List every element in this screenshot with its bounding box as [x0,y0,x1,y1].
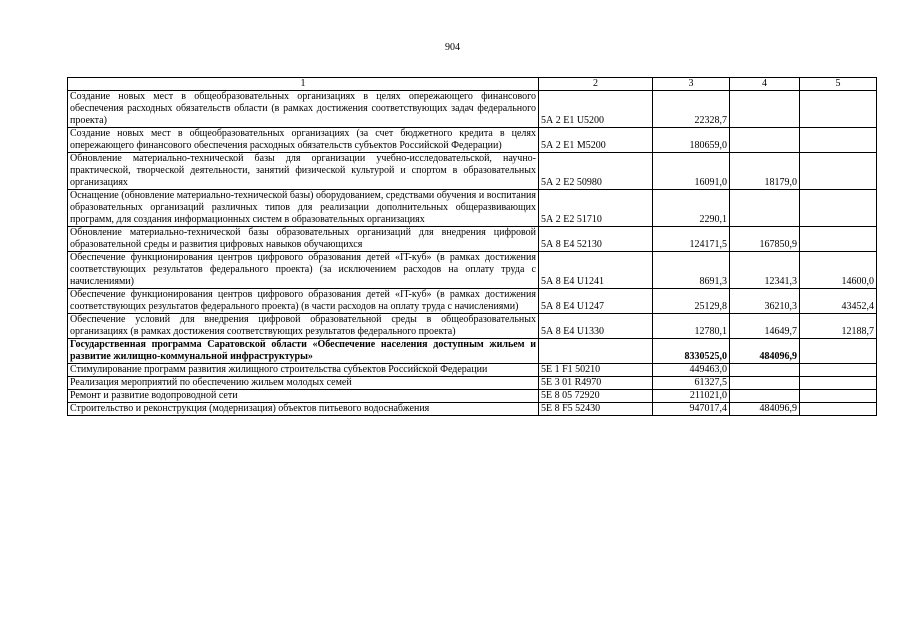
header-row [68,78,877,91]
row-code: 5А 2 Е2 51710 [539,190,653,227]
header-col-2: 2 [539,78,653,91]
row-value-5 [800,377,877,390]
row-value-3: 211021,0 [653,390,730,403]
header-col-5: 5 [800,78,877,91]
row-name: Стимулирование программ развития жилищного строительства субъектов Российской Федерации [68,364,539,377]
row-value-5: 43452,4 [800,289,877,314]
row-value-5: 14600,0 [800,252,877,289]
row-value-3: 180659,0 [653,128,730,153]
row-value-3: 449463,0 [653,364,730,377]
row-code [539,339,653,364]
row-value-4: 14649,7 [730,314,800,339]
row-value-4 [730,364,800,377]
row-value-4 [730,128,800,153]
row-value-5 [800,190,877,227]
row-value-3: 8691,3 [653,252,730,289]
table-row [68,128,877,153]
row-value-4 [730,91,800,128]
row-code: 5А 8 Е4 U1247 [539,289,653,314]
row-code: 5А 2 Е2 50980 [539,153,653,190]
row-value-4 [730,390,800,403]
row-value-5 [800,91,877,128]
row-value-4 [730,190,800,227]
row-value-4: 484096,9 [730,403,800,416]
row-name: Обновление материально-технической базы для организации учебно-исследовательской, научно-практической, творческой деятельности, занятий физической культурой и спортом в образовательных организациях [68,153,539,190]
row-name: Создание новых мест в общеобразовательных организациях (за счет бюджетного кредита в целях опережающего финансового обеспечения расходных обязательств субъектов Российской Федерации) [68,128,539,153]
header-col-3: 3 [653,78,730,91]
header-col-1: 1 [68,78,539,91]
program-total-row [68,339,877,364]
program-total-value-5 [800,339,877,364]
table-row [68,390,877,403]
table-row [68,190,877,227]
row-code: 5А 2 Е1 U5200 [539,91,653,128]
row-name: Ремонт и развитие водопроводной сети [68,390,539,403]
row-name: Обеспечение функционирования центров цифрового образования детей «IT-куб» (в рамках достижения соответствующих результатов федерального проекта) (за исключением расходов на оплату труда с начислениями) [68,252,539,289]
row-value-4: 36210,3 [730,289,800,314]
row-value-5: 12188,7 [800,314,877,339]
table-row [68,289,877,314]
row-name: Создание новых мест в общеобразовательных организациях в целях опережающего финансового обеспечения расходных обязательств области (в рамках достижения соответствующих задач федерального проекта) [68,91,539,128]
row-value-3: 2290,1 [653,190,730,227]
row-value-4: 12341,3 [730,252,800,289]
row-value-3: 124171,5 [653,227,730,252]
row-value-5 [800,390,877,403]
row-code: 5А 2 Е1 M5200 [539,128,653,153]
row-value-5 [800,403,877,416]
row-value-5 [800,227,877,252]
row-name: Оснащение (обновление материально-технической базы) оборудованием, средствами обучения и воспитания образовательных организаций различных типов для реализации дополнительных общеразвивающих программ, для создания информационных систем в образовательных организациях [68,190,539,227]
row-value-3: 61327,5 [653,377,730,390]
table-row [68,403,877,416]
table-row [68,153,877,190]
table-row [68,252,877,289]
table-row [68,377,877,390]
row-code: 5А 8 Е4 52130 [539,227,653,252]
row-code: 5Е 8 05 72920 [539,390,653,403]
row-code: 5Е 8 F5 52430 [539,403,653,416]
row-value-4: 167850,9 [730,227,800,252]
row-value-5 [800,364,877,377]
row-value-5 [800,128,877,153]
page-number: 904 [445,42,460,53]
table-row [68,227,877,252]
row-value-5 [800,153,877,190]
row-value-3: 947017,4 [653,403,730,416]
row-value-3: 25129,8 [653,289,730,314]
row-value-3: 12780,1 [653,314,730,339]
table-row [68,314,877,339]
row-code: 5Е 3 01 R4970 [539,377,653,390]
row-value-3: 16091,0 [653,153,730,190]
row-code: 5А 8 Е4 U1330 [539,314,653,339]
row-name: Реализация мероприятий по обеспечению жильем молодых семей [68,377,539,390]
row-code: 5А 8 Е4 U1241 [539,252,653,289]
table-row [68,91,877,128]
table-row [68,364,877,377]
budget-table [67,77,877,416]
row-value-4 [730,377,800,390]
program-total-value-4: 484096,9 [730,339,800,364]
row-name: Обеспечение функционирования центров цифрового образования детей «IT-куб» (в рамках достижения соответствующих результатов федерального проекта) (в части расходов на оплату труда с начислениями) [68,289,539,314]
row-name: Обновление материально-технической базы образовательных организаций для внедрения цифровой образовательной среды и развития цифровых навыков обучающихся [68,227,539,252]
header-col-4: 4 [730,78,800,91]
row-name: Обеспечение условий для внедрения цифровой образовательной среды в общеобразовательных организациях (в рамках достижения соответствующих результатов федерального проекта) [68,314,539,339]
row-value-4: 18179,0 [730,153,800,190]
row-name: Строительство и реконструкция (модернизация) объектов питьевого водоснабжения [68,403,539,416]
row-code: 5Е 1 F1 50210 [539,364,653,377]
program-title: Государственная программа Саратовской области «Обеспечение населения доступным жильем и развитие жилищно-коммунальной инфраструктуры» [68,339,539,364]
row-value-3: 22328,7 [653,91,730,128]
program-total-value-3: 8330525,0 [653,339,730,364]
